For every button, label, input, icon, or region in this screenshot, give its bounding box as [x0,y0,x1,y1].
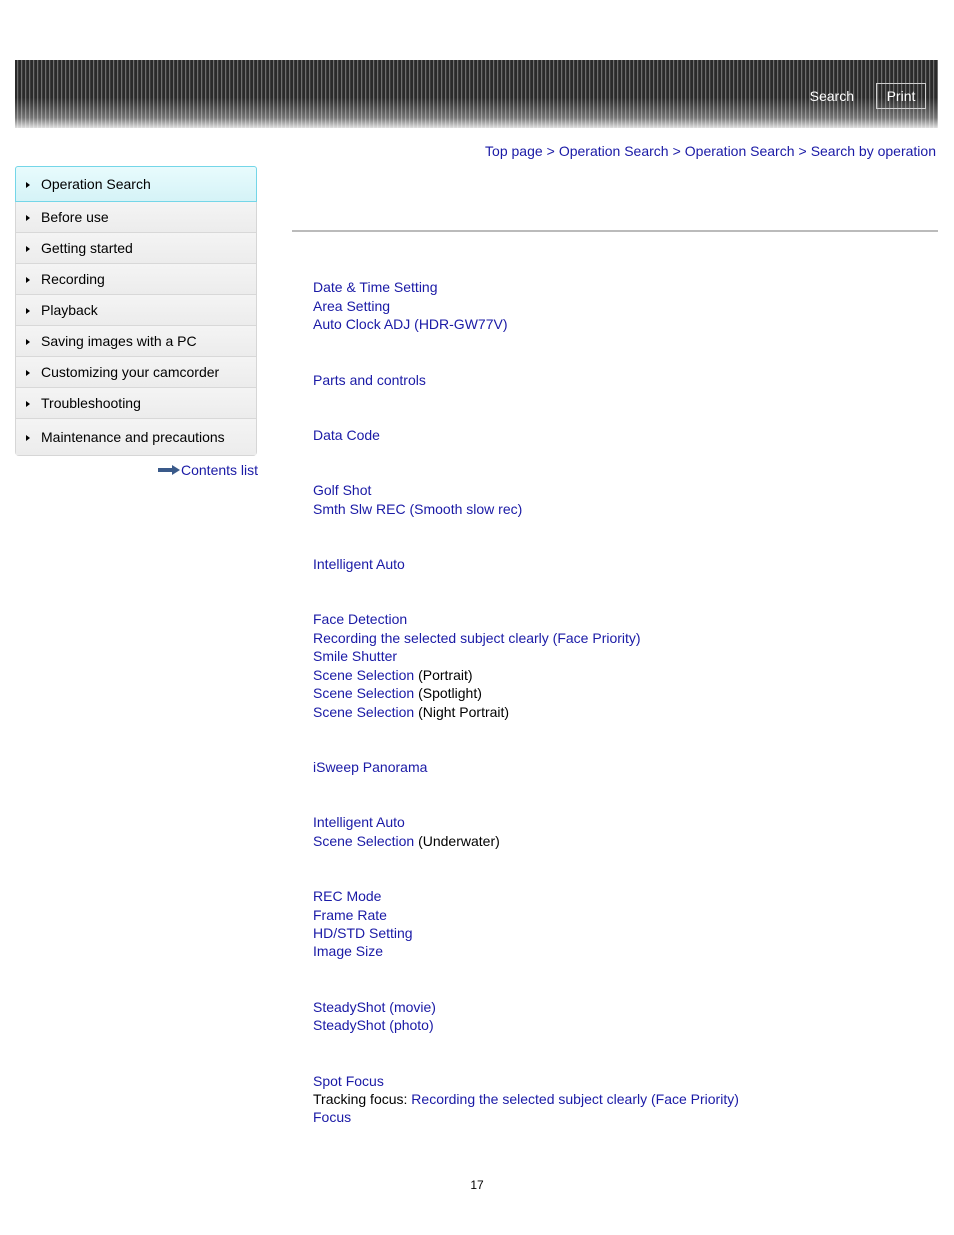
breadcrumb-top-page[interactable]: Top page [485,143,543,159]
link-isweep-panorama[interactable]: iSweep Panorama [313,759,428,775]
triangle-right-icon [26,246,30,252]
link-golf-shot[interactable]: Golf Shot [313,482,372,498]
triangle-right-icon [26,339,30,345]
list-item [313,629,641,647]
link-spot-focus[interactable]: Spot Focus [313,1073,384,1089]
triangle-right-icon [26,401,30,407]
link-smile-shutter[interactable]: Smile Shutter [313,648,398,664]
list-item [313,555,405,573]
triangle-right-icon [26,215,30,221]
sidebar-item-operation-search[interactable] [15,166,257,202]
contents-list-label[interactable]: Contents list [181,462,259,478]
triangle-right-icon [26,435,30,441]
link-parts-and-controls[interactable]: Parts and controls [313,372,426,388]
breadcrumb-separator: > [546,143,555,159]
list-item [313,1072,384,1090]
link-hd-std-setting[interactable]: HD/STD Setting [313,925,413,941]
list-item [313,703,509,721]
link-face-priority[interactable]: Recording the selected subject clearly (Face Priority) [411,1091,739,1107]
list-item [313,1090,739,1108]
section-divider [292,230,938,232]
link-date-time-setting[interactable]: Date & Time Setting [313,279,438,295]
sidebar-item-recording[interactable] [16,264,256,295]
link-steadyshot-movie[interactable]: SteadyShot (movie) [313,999,436,1015]
link-scene-selection[interactable]: Scene Selection [313,704,415,720]
arrow-right-icon [158,465,180,475]
triangle-right-icon [26,182,30,188]
list-item [313,924,413,942]
link-image-size[interactable]: Image Size [313,943,384,959]
link-scene-selection[interactable]: Scene Selection [313,685,415,701]
sidebar-item-label: Maintenance and precautions [41,429,225,445]
breadcrumb-operation-search-1[interactable]: Operation Search [558,143,669,159]
list-item [313,942,383,960]
list-item [313,610,407,628]
breadcrumb [485,143,936,159]
page-number: 17 [470,1178,484,1192]
search-button[interactable]: Search [809,88,854,104]
list-item [313,684,482,702]
list-item [313,906,387,924]
print-button[interactable]: Print [876,83,926,109]
link-note: (Underwater) [414,833,500,849]
sidebar-item-getting-started[interactable] [16,233,256,264]
list-item [313,813,405,831]
list-item [313,666,473,684]
sidebar-item-label: Playback [41,302,98,318]
link-note: (Portrait) [414,667,473,683]
link-frame-rate[interactable]: Frame Rate [313,907,387,923]
list-item [313,315,507,333]
list-item [313,371,426,389]
list-item [313,1108,351,1126]
sidebar-item-before-use[interactable] [16,202,256,233]
list-item [313,297,390,315]
list-item [313,481,371,499]
list-item [313,832,500,850]
link-smooth-slow-rec[interactable]: Smth Slw REC (Smooth slow rec) [313,501,523,517]
link-intelligent-auto[interactable]: Intelligent Auto [313,814,405,830]
list-item [313,426,380,444]
link-auto-clock-adj[interactable]: Auto Clock ADJ (HDR-GW77V) [313,316,508,332]
sidebar-item-label: Troubleshooting [41,395,141,411]
sidebar-item-label: Before use [41,209,109,225]
link-scene-selection[interactable]: Scene Selection [313,833,415,849]
link-prefix: Tracking focus: [313,1091,412,1107]
sidebar-item-saving-images[interactable] [16,326,256,357]
link-face-priority[interactable]: Recording the selected subject clearly (Face Priority) [313,630,641,646]
sidebar-item-troubleshooting[interactable] [16,388,256,419]
list-item [313,998,436,1016]
link-data-code[interactable]: Data Code [313,427,380,443]
triangle-right-icon [26,308,30,314]
list-item [313,647,397,665]
breadcrumb-operation-search-2[interactable]: Operation Search [684,143,795,159]
link-rec-mode[interactable]: REC Mode [313,888,382,904]
sidebar-item-maintenance[interactable] [16,419,256,455]
link-area-setting[interactable]: Area Setting [313,298,391,314]
list-item [313,1016,434,1034]
breadcrumb-search-by-operation[interactable]: Search by operation [810,143,936,159]
sidebar-item-label: Saving images with a PC [41,333,197,349]
sidebar-item-label: Customizing your camcorder [41,364,220,380]
link-note: (Night Portrait) [414,704,510,720]
link-face-detection[interactable]: Face Detection [313,611,408,627]
list-item [313,887,381,905]
sidebar-item-customizing[interactable] [16,357,256,388]
list-item [313,278,438,296]
link-intelligent-auto[interactable]: Intelligent Auto [313,556,405,572]
sidebar-nav [15,166,257,456]
breadcrumb-separator: > [672,143,681,159]
link-focus[interactable]: Focus [313,1109,352,1125]
list-item [313,500,522,518]
sidebar-item-label: Recording [41,271,105,287]
link-scene-selection[interactable]: Scene Selection [313,667,415,683]
link-steadyshot-photo[interactable]: SteadyShot (photo) [313,1017,434,1033]
sidebar-item-playback[interactable] [16,295,256,326]
sidebar-item-label: Operation Search [41,176,151,192]
contents-list-link[interactable] [158,462,258,478]
list-item [313,758,427,776]
triangle-right-icon [26,277,30,283]
link-note: (Spotlight) [414,685,482,701]
header-bar [15,60,938,128]
triangle-right-icon [26,370,30,376]
sidebar-item-label: Getting started [41,240,133,256]
breadcrumb-separator: > [798,143,807,159]
